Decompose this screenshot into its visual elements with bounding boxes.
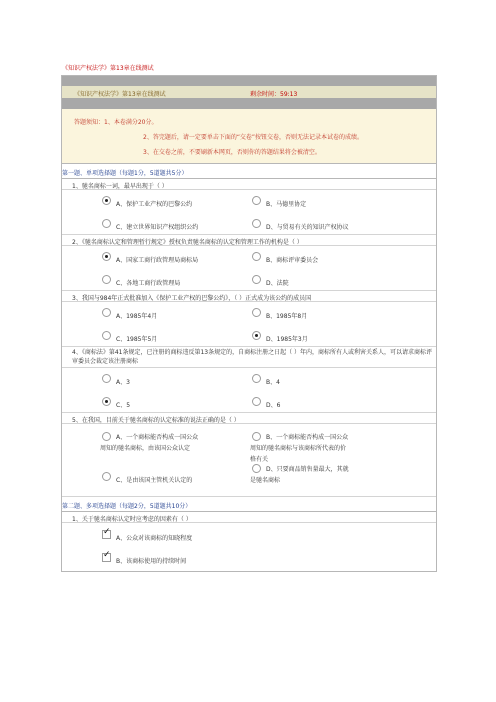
option-label: D、只要商品销售量最大，其就是驰名商标 bbox=[250, 466, 349, 484]
document-title: 《知识产权法学》第13章在线测试 bbox=[62, 65, 154, 72]
question bbox=[62, 179, 436, 190]
test-header bbox=[62, 86, 436, 98]
checkbox[interactable] bbox=[102, 553, 111, 562]
question-text: 2、《驰名商标认定和管理暂行规定》授权负责驰名商标的认定和管理工作的机构是（ ） bbox=[72, 239, 303, 246]
option-label: B、马德里协定 bbox=[266, 201, 307, 208]
notice-line: 3、在交卷之前，不要刷新本网页，否则你的答题结果将会被清空。 bbox=[143, 149, 321, 156]
question-text: 4、《商标法》第41条规定，已注册的商标违反第13条规定的，自商标注册之日起（ ）年内，商标所有人或利害关系人，可以请求商标评审委员会裁定该注册商标 bbox=[72, 349, 432, 365]
option-label: A、保护工业产权的巴黎公约 bbox=[116, 201, 193, 208]
radio-button[interactable] bbox=[102, 374, 111, 383]
question-text: 1、关于驰名商标认定时应考虑的因素有（ ） bbox=[72, 516, 192, 523]
section-title: 第一题、单项选择题（每题1分，5道题共5分） bbox=[62, 170, 188, 177]
option-label: B、4 bbox=[266, 379, 280, 386]
divider-bar bbox=[62, 98, 436, 109]
option-label: D、法院 bbox=[266, 280, 289, 287]
question bbox=[62, 291, 436, 302]
options-group bbox=[62, 424, 436, 497]
section-title: 第二题、多项选择题（每题2分，5道题共10分） bbox=[62, 503, 192, 510]
question-text: 3、我国与984年正式批准加入《保护工业产权的巴黎公约》，（ ）正式成为该公约的成员国 bbox=[72, 295, 312, 302]
radio-button[interactable] bbox=[102, 196, 111, 205]
radio-button[interactable] bbox=[252, 196, 261, 205]
options-group bbox=[62, 246, 436, 291]
option-label: A、3 bbox=[116, 379, 130, 386]
radio-button[interactable] bbox=[252, 308, 261, 317]
option-label: C、各地工商行政管理局 bbox=[116, 280, 181, 287]
options-group bbox=[62, 523, 436, 571]
option-label: A、公众对该商标的知晓程度 bbox=[116, 535, 193, 542]
notice-line: 2、答完题后，请一定要单击下面的“交卷”按钮交卷，否则无法记录本试卷的成绩。 bbox=[143, 134, 364, 141]
option-label: C、5 bbox=[116, 402, 131, 409]
test-title: 《知识产权法学》第13章在线测试 bbox=[74, 91, 166, 98]
countdown-timer: 剩余时间：59:13 bbox=[250, 91, 298, 98]
radio-button[interactable] bbox=[252, 275, 261, 284]
radio-button[interactable] bbox=[102, 331, 111, 340]
option-label: B、商标评审委员会 bbox=[266, 257, 319, 264]
radio-button[interactable] bbox=[102, 275, 111, 284]
options-group bbox=[62, 368, 436, 413]
header-bar bbox=[62, 76, 436, 86]
radio-button[interactable] bbox=[252, 397, 261, 406]
options-group bbox=[62, 190, 436, 235]
option-label: D、1985年3月 bbox=[266, 336, 308, 343]
radio-button[interactable] bbox=[102, 397, 111, 406]
radio-button[interactable] bbox=[102, 219, 111, 228]
question-text: 5、在我国，目前关于驰名商标的认定标准的说法正确的是（ ） bbox=[72, 417, 240, 424]
test-frame bbox=[61, 75, 437, 572]
radio-button[interactable] bbox=[252, 374, 261, 383]
option-label: C、建立世界知识产权组织公约 bbox=[116, 224, 199, 231]
option-label: C、是由该国主管机关认定的 bbox=[116, 477, 193, 484]
option-label: B、一个商标能否构成一国公众周知的驰名商标与该商标所代表的价格有关 bbox=[250, 434, 349, 463]
option-label: A、一个商标能否构成一国公众周知的驰名商标，由该国公众认定 bbox=[100, 434, 199, 452]
question-text: 1、驰名商标一词，最早出现于（ ） bbox=[72, 183, 168, 190]
option-label: D、6 bbox=[266, 402, 281, 409]
notice-line: 答题须知：1、本卷满分20分。 bbox=[74, 119, 158, 126]
option-label: B、1985年8月 bbox=[266, 313, 308, 320]
radio-button[interactable] bbox=[252, 219, 261, 228]
radio-button[interactable] bbox=[102, 472, 111, 481]
section-multiple-choice bbox=[62, 497, 436, 512]
options-group bbox=[62, 302, 436, 347]
option-label: A、1985年4月 bbox=[116, 313, 158, 320]
answer-notice bbox=[62, 109, 436, 164]
checkbox[interactable] bbox=[102, 530, 111, 539]
radio-button[interactable] bbox=[252, 331, 261, 340]
option-label: B、该商标使用的持续时间 bbox=[116, 558, 187, 565]
question bbox=[62, 413, 436, 424]
radio-button[interactable] bbox=[252, 252, 261, 261]
question bbox=[62, 512, 436, 523]
question bbox=[62, 347, 436, 368]
section-single-choice bbox=[62, 164, 436, 179]
radio-button[interactable] bbox=[102, 308, 111, 317]
option-label: A、国家工商行政管理局商标局 bbox=[116, 257, 199, 264]
option-label: D、与贸易有关的知识产权协议 bbox=[266, 224, 349, 231]
question bbox=[62, 235, 436, 246]
radio-button[interactable] bbox=[102, 252, 111, 261]
option-label: C、1985年5月 bbox=[116, 336, 158, 343]
